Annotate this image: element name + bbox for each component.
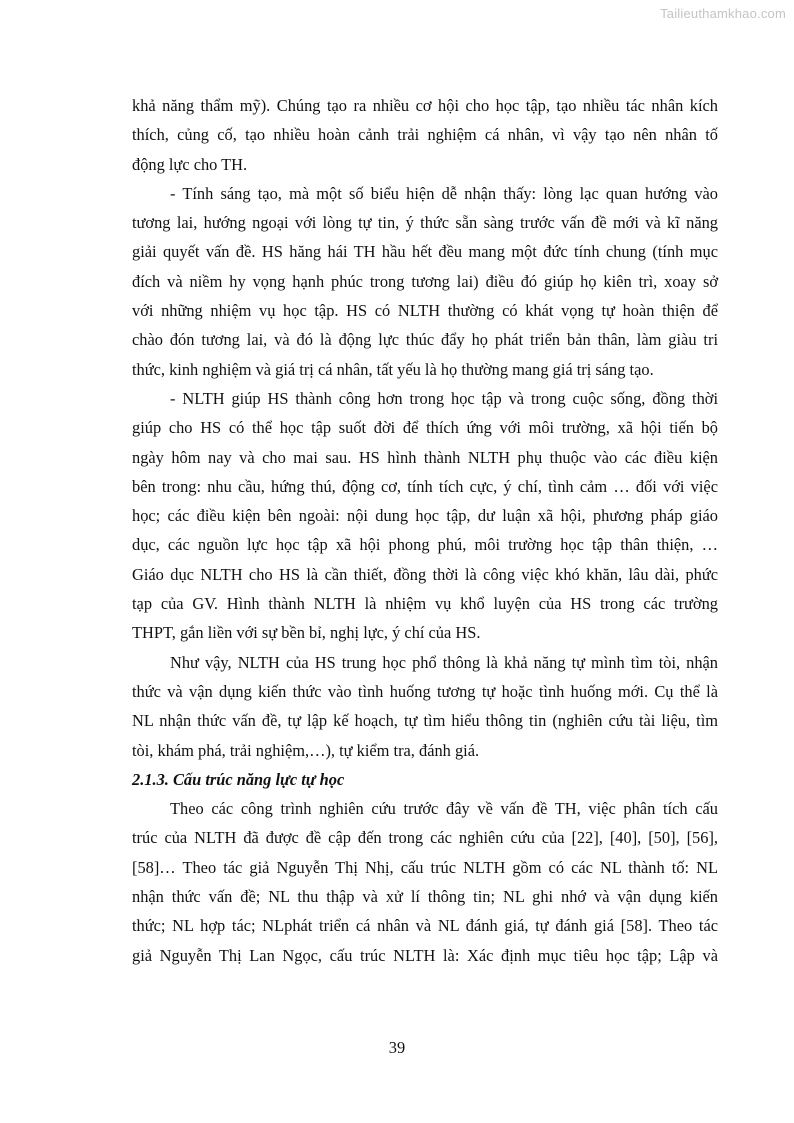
text-line: Theo các công trình nghiên cứu trước đây về vấn đề TH, việc phân tích cấu — [170, 799, 718, 819]
text-line: tương lai, hướng ngoại với lòng tự tin, ý thức sẵn sàng trước vấn đề mới và kĩ năng — [132, 213, 718, 233]
text-line: - Tính sáng tạo, mà một số biểu hiện dễ nhận thấy: lòng lạc quan hướng vào — [170, 183, 718, 203]
text-line: trúc của NLTH đã được đề cập đến trong các nghiên cứu của [22], [40], [50], [56], — [132, 828, 718, 848]
text-line: với những nhiệm vụ học tập. HS có NLTH thường có khát vọng tự hoàn thiện để — [132, 301, 718, 321]
text-line: tòi, khám phá, trải nghiệm,…), tự kiểm tra, đánh giá. — [132, 740, 480, 760]
paragraph-structure — [132, 794, 718, 970]
text-line: ngày hôm nay và cho mai sau. HS hình thành NLTH phụ thuộc vào các điều kiện — [132, 447, 718, 467]
text-line: NL nhận thức vấn đề, tự lập kế hoạch, tự tìm hiểu thông tin (nghiên cứu tài liệu, tìm — [132, 711, 718, 731]
text-line: học; các điều kiện bên ngoài: nội dung học tập, dư luận xã hội, phương pháp giáo — [132, 506, 718, 526]
text-line: nhận thức vấn đề; NL thu thập và xử lí thông tin; NL ghi nhớ và vận dụng kiến — [132, 887, 718, 907]
text-line: Như vậy, NLTH của HS trung học phổ thông là khả năng tự mình tìm tòi, nhận — [170, 652, 718, 672]
text-line: thức, kinh nghiệm và giá trị cá nhân, tất yếu là họ thường mang giá trị sáng tạo. — [132, 359, 654, 379]
paragraph-summary — [132, 648, 718, 765]
section-heading: 2.1.3. Cấu trúc năng lực tự học — [132, 769, 345, 789]
text-line: tạp của GV. Hình thành NLTH là nhiệm vụ khổ luyện của HS trong các trường — [132, 594, 718, 614]
text-line: thức và vận dụng kiến thức vào tình huống tương tự hoặc tình huống mới. Cụ thể là — [132, 681, 718, 701]
text-line: [58]… Theo tác giả Nguyễn Thị Nhị, cấu trúc NLTH gồm có các NL thành tố: NL — [132, 857, 718, 877]
page-number: 39 — [388, 1038, 406, 1057]
page-body — [132, 91, 718, 970]
watermark: Tailieuthamkhao.com — [660, 6, 786, 21]
paragraph-nlth-success — [132, 384, 718, 648]
text-line: đích và niềm hy vọng hạnh phúc trong tương lai) điều đó giúp họ kiên trì, xoay sở — [132, 271, 718, 291]
paragraph-continuation — [132, 91, 718, 179]
text-line: giả Nguyễn Thị Lan Ngọc, cấu trúc NLTH là: Xác định mục tiêu học tập; Lập và — [132, 945, 718, 965]
text-line: chào đón tương lai, và đó là động lực thúc đẩy họ phát triển bản thân, làm giàu tri — [132, 330, 718, 350]
text-line: giúp cho HS có thể học tập suốt đời để thích ứng với môi trường, xã hội tiến bộ — [132, 418, 718, 438]
text-line: bên trong: nhu cầu, hứng thú, động cơ, tính tích cực, ý chí, tình cảm … đối với việc — [132, 476, 718, 496]
paragraph-creativity — [132, 179, 718, 384]
text-line: thích, củng cố, tạo nhiều hoàn cảnh trải nghiệm cá nhân, vì vậy tạo nên nhân tố — [132, 125, 718, 145]
text-line: - NLTH giúp HS thành công hơn trong học tập và trong cuộc sống, đồng thời — [170, 388, 718, 408]
text-line: THPT, gắn liền với sự bền bỉ, nghị lực, ý chí của HS. — [132, 623, 481, 643]
text-line: dục, các nguồn lực học tập xã hội phong phú, môi trường học tập thân thiện, … — [132, 535, 718, 555]
text-line: Giáo dục NLTH cho HS là cần thiết, đồng thời là công việc khó khăn, lâu dài, phức — [132, 564, 718, 584]
text-line: khả năng thẩm mỹ). Chúng tạo ra nhiều cơ hội cho học tập, tạo nhiều tác nhân kích — [132, 96, 718, 115]
text-line: động lực cho TH. — [132, 154, 248, 174]
text-line: giải quyết vấn đề. HS hăng hái TH hầu hết đều mang một đức tính chung (tính mục — [132, 242, 718, 262]
text-line: thức; NL hợp tác; NLphát triển cá nhân và NL đánh giá, tự đánh giá [58]. Theo tác — [132, 916, 718, 936]
